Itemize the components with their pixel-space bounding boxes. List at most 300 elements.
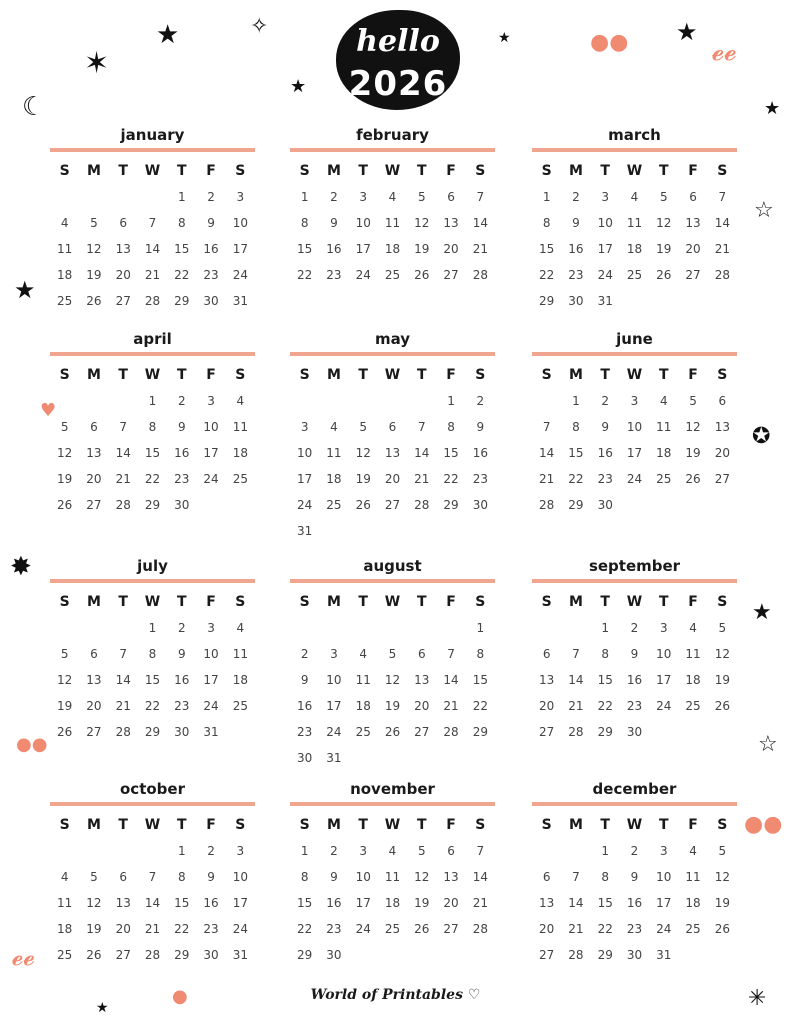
day-cell: 27	[414, 725, 430, 739]
day-cell: 14	[472, 870, 488, 884]
day-cell: 19	[414, 896, 430, 910]
weekday-label: S	[235, 594, 246, 610]
day-cell: 5	[417, 844, 426, 858]
weekday-label: S	[59, 163, 70, 179]
weekday-label: T	[177, 594, 187, 610]
day-cell: 16	[297, 699, 313, 713]
weekday-label: S	[541, 367, 552, 383]
day-cell: 29	[568, 498, 584, 512]
weekday-label: S	[475, 594, 486, 610]
day-cell: 1	[601, 621, 610, 635]
month-divider	[290, 352, 495, 356]
weekday-label: F	[688, 367, 698, 383]
day-cell: 25	[384, 922, 401, 936]
day-cell: 9	[630, 870, 639, 884]
day-cell: 29	[297, 948, 313, 962]
day-cell: 30	[626, 948, 643, 962]
day-cell: 25	[384, 268, 401, 282]
day-cell: 25	[57, 948, 73, 962]
day-cell: 1	[572, 394, 580, 408]
empty-cell	[109, 184, 138, 210]
month-june	[532, 328, 737, 518]
day-cell: 11	[384, 216, 401, 230]
day-cell: 1	[542, 190, 551, 204]
day-cell: 24	[656, 699, 672, 713]
day-cell: 11	[355, 673, 371, 687]
day-cell: 20	[115, 268, 131, 282]
day-cell: 27	[685, 268, 701, 282]
weekday-label: T	[358, 163, 368, 179]
day-cell: 16	[174, 673, 190, 687]
weekday-label: T	[600, 817, 610, 833]
day-cell: 25	[626, 268, 643, 282]
weekday-label: T	[417, 594, 427, 610]
day-cell: 13	[115, 896, 131, 910]
day-cell: 13	[384, 446, 401, 460]
day-cell: 1	[300, 190, 309, 204]
day-cell: 22	[568, 472, 584, 486]
day-cell: 18	[57, 922, 73, 936]
weekday-label: S	[717, 367, 728, 383]
month-divider	[290, 579, 495, 583]
sparkle-icon: ✧	[250, 14, 269, 39]
day-cell: 25	[656, 472, 672, 486]
weekday-label: T	[600, 367, 610, 383]
day-cell: 3	[207, 621, 215, 635]
day-cell: 24	[297, 498, 313, 512]
day-cell: 21	[144, 922, 161, 936]
day-cell: 22	[174, 268, 190, 282]
day-cell: 3	[236, 190, 245, 204]
day-cell: 11	[57, 896, 73, 910]
day-cell: 16	[326, 896, 342, 910]
weekday-label: S	[235, 367, 246, 383]
empty-cell	[378, 615, 407, 641]
day-cell: 10	[597, 216, 613, 230]
day-cell: 28	[472, 922, 488, 936]
day-cell: 11	[685, 647, 701, 661]
day-cell: 15	[568, 446, 584, 460]
day-cell: 2	[330, 844, 338, 858]
weekday-label: M	[326, 817, 341, 833]
day-cell: 5	[359, 420, 368, 434]
day-cell: 30	[174, 725, 190, 739]
day-cell: 24	[232, 268, 248, 282]
day-cell: 21	[443, 699, 459, 713]
day-cell: 2	[177, 621, 186, 635]
month-july	[50, 555, 255, 745]
day-cell: 23	[297, 725, 313, 739]
day-cell: 3	[359, 190, 368, 204]
day-cell: 23	[174, 699, 190, 713]
day-cell: 9	[300, 673, 309, 687]
empty-cell	[561, 838, 590, 864]
weekday-label: M	[326, 594, 341, 610]
day-cell: 14	[568, 673, 584, 687]
day-cell: 21	[414, 472, 430, 486]
day-cell: 26	[714, 699, 730, 713]
weekday-label: T	[177, 367, 187, 383]
day-cell: 22	[472, 699, 488, 713]
day-cell: 12	[57, 673, 73, 687]
empty-cell	[532, 388, 561, 414]
month-title: december	[592, 780, 677, 798]
weekday-label: S	[541, 163, 552, 179]
month-divider	[532, 148, 737, 152]
day-cell: 22	[144, 699, 161, 713]
day-cell: 26	[656, 268, 672, 282]
weekday-label: S	[59, 817, 70, 833]
day-cell: 27	[384, 498, 401, 512]
day-cell: 23	[626, 699, 643, 713]
empty-cell	[138, 184, 167, 210]
day-cell: 20	[443, 896, 459, 910]
day-cell: 31	[656, 948, 672, 962]
day-cell: 22	[597, 922, 613, 936]
day-cell: 7	[476, 190, 485, 204]
day-cell: 10	[355, 870, 371, 884]
day-cell: 17	[232, 242, 248, 256]
day-cell: 7	[119, 647, 128, 661]
day-cell: 13	[539, 673, 555, 687]
day-cell: 16	[203, 242, 219, 256]
day-cell: 8	[148, 420, 157, 434]
day-cell: 10	[203, 420, 219, 434]
day-cell: 1	[148, 621, 157, 635]
day-cell: 10	[203, 647, 219, 661]
day-cell: 18	[656, 446, 672, 460]
star-icon: ★	[676, 18, 698, 46]
day-cell: 16	[597, 446, 613, 460]
star-icon: ✶	[84, 46, 110, 81]
day-cell: 10	[626, 420, 643, 434]
day-cell: 1	[476, 621, 485, 635]
day-cell: 4	[689, 844, 697, 858]
day-cell: 20	[86, 699, 102, 713]
day-cell: 13	[414, 673, 430, 687]
month-divider	[532, 579, 737, 583]
weekday-label: S	[59, 594, 70, 610]
day-cell: 28	[144, 294, 161, 308]
day-cell: 20	[539, 699, 555, 713]
weekday-label: S	[299, 817, 310, 833]
day-cell: 9	[630, 647, 639, 661]
month-march	[532, 124, 737, 314]
day-cell: 26	[384, 725, 401, 739]
day-cell: 28	[414, 498, 430, 512]
day-cell: 31	[232, 294, 248, 308]
day-cell: 21	[144, 268, 161, 282]
day-cell: 25	[355, 725, 371, 739]
day-cell: 30	[297, 751, 313, 765]
weekday-label: T	[118, 367, 128, 383]
day-cell: 17	[656, 896, 672, 910]
empty-cell	[378, 388, 407, 414]
day-cell: 15	[597, 673, 613, 687]
day-cell: 18	[232, 446, 248, 460]
month-title: january	[120, 126, 185, 144]
day-cell: 19	[57, 472, 73, 486]
day-cell: 19	[86, 922, 102, 936]
day-cell: 4	[60, 216, 69, 230]
day-cell: 8	[177, 870, 186, 884]
month-may	[290, 328, 495, 544]
day-cell: 11	[326, 446, 342, 460]
day-cell: 23	[472, 472, 488, 486]
day-cell: 6	[542, 870, 551, 884]
day-cell: 8	[476, 647, 485, 661]
weekday-label: F	[206, 817, 216, 833]
day-cell: 12	[685, 420, 701, 434]
day-cell: 10	[355, 216, 371, 230]
day-cell: 13	[443, 216, 459, 230]
empty-cell	[436, 615, 465, 641]
day-cell: 31	[326, 751, 342, 765]
day-cell: 10	[232, 216, 248, 230]
day-cell: 5	[90, 216, 98, 230]
empty-cell	[79, 388, 108, 414]
day-cell: 2	[330, 190, 338, 204]
weekday-label: S	[299, 367, 310, 383]
day-cell: 7	[572, 647, 580, 661]
day-cell: 12	[714, 870, 730, 884]
day-cell: 2	[207, 844, 215, 858]
day-cell: 13	[714, 420, 730, 434]
month-divider	[50, 148, 255, 152]
day-cell: 27	[714, 472, 730, 486]
day-cell: 2	[177, 394, 186, 408]
day-cell: 16	[472, 446, 488, 460]
day-cell: 28	[115, 725, 131, 739]
month-title: may	[374, 330, 411, 348]
day-cell: 3	[659, 621, 668, 635]
day-cell: 29	[174, 294, 190, 308]
day-cell: 23	[597, 472, 613, 486]
star-icon: ★	[96, 1000, 109, 1016]
day-cell: 10	[297, 446, 313, 460]
day-cell: 24	[326, 725, 342, 739]
weekday-label: W	[144, 163, 161, 179]
day-cell: 26	[86, 294, 102, 308]
day-cell: 9	[330, 216, 338, 230]
day-cell: 6	[417, 647, 426, 661]
month-november	[290, 778, 495, 968]
day-cell: 14	[115, 446, 131, 460]
empty-cell	[109, 615, 138, 641]
day-cell: 15	[174, 242, 190, 256]
day-cell: 9	[207, 216, 215, 230]
weekday-label: S	[59, 367, 70, 383]
day-cell: 7	[119, 420, 128, 434]
day-cell: 5	[659, 190, 668, 204]
day-cell: 29	[472, 725, 488, 739]
empty-cell	[319, 388, 348, 414]
day-cell: 28	[472, 268, 488, 282]
day-cell: 14	[443, 673, 459, 687]
day-cell: 19	[57, 699, 73, 713]
day-cell: 27	[443, 922, 459, 936]
day-cell: 9	[207, 870, 215, 884]
day-cell: 25	[326, 498, 342, 512]
weekday-label: T	[659, 367, 669, 383]
day-cell: 9	[601, 420, 610, 434]
day-cell: 20	[86, 472, 102, 486]
dots-icon: ●	[172, 986, 188, 1007]
empty-cell	[138, 838, 167, 864]
day-cell: 30	[326, 948, 342, 962]
month-title: august	[363, 557, 422, 575]
day-cell: 8	[542, 216, 551, 230]
empty-cell	[50, 184, 79, 210]
day-cell: 19	[355, 472, 371, 486]
weekday-label: W	[626, 367, 643, 383]
day-cell: 11	[656, 420, 672, 434]
day-cell: 20	[414, 699, 430, 713]
weekday-label: F	[446, 367, 456, 383]
star-outline-icon: ☆	[758, 732, 778, 757]
year-text: 2026	[348, 64, 448, 104]
empty-cell	[50, 838, 79, 864]
day-cell: 27	[86, 725, 102, 739]
weekday-label: M	[86, 367, 101, 383]
day-cell: 6	[388, 420, 397, 434]
swirl-icon: 𝓮𝓮	[712, 34, 737, 67]
day-cell: 18	[685, 896, 701, 910]
weekday-label: S	[235, 817, 246, 833]
day-cell: 11	[685, 870, 701, 884]
weekday-label: S	[717, 594, 728, 610]
day-cell: 15	[539, 242, 555, 256]
empty-cell	[407, 615, 436, 641]
weekday-label: F	[206, 163, 216, 179]
day-cell: 24	[203, 699, 219, 713]
day-cell: 23	[326, 268, 342, 282]
day-cell: 3	[359, 844, 368, 858]
day-cell: 24	[656, 922, 672, 936]
day-cell: 2	[572, 190, 580, 204]
weekday-label: M	[326, 163, 341, 179]
weekday-label: S	[717, 817, 728, 833]
day-cell: 11	[232, 647, 248, 661]
day-cell: 29	[597, 725, 613, 739]
day-cell: 8	[572, 420, 580, 434]
day-cell: 25	[232, 472, 248, 486]
weekday-label: F	[446, 817, 456, 833]
day-cell: 7	[148, 870, 157, 884]
day-cell: 26	[57, 725, 73, 739]
day-cell: 12	[414, 216, 430, 230]
weekday-label: W	[144, 594, 161, 610]
day-cell: 26	[714, 922, 730, 936]
day-cell: 28	[568, 948, 584, 962]
weekday-label: M	[568, 163, 583, 179]
day-cell: 29	[597, 948, 613, 962]
brand-footer: World of Printables ♡	[310, 987, 481, 1003]
day-cell: 22	[539, 268, 555, 282]
day-cell: 4	[330, 420, 338, 434]
day-cell: 31	[297, 524, 313, 538]
day-cell: 11	[626, 216, 643, 230]
day-cell: 13	[86, 673, 102, 687]
day-cell: 19	[86, 268, 102, 282]
day-cell: 26	[685, 472, 701, 486]
day-cell: 5	[417, 190, 426, 204]
day-cell: 2	[630, 844, 639, 858]
weekday-label: W	[384, 817, 401, 833]
day-cell: 28	[714, 268, 730, 282]
day-cell: 21	[115, 699, 131, 713]
day-cell: 3	[330, 647, 338, 661]
month-title: september	[588, 557, 681, 575]
day-cell: 3	[236, 844, 245, 858]
day-cell: 2	[300, 647, 309, 661]
month-title: october	[120, 780, 185, 798]
star-icon: ★	[156, 20, 180, 50]
star-icon: ★	[290, 76, 307, 97]
day-cell: 18	[626, 242, 643, 256]
day-cell: 17	[355, 242, 371, 256]
weekday-label: T	[177, 817, 187, 833]
month-divider	[532, 802, 737, 806]
day-cell: 17	[626, 446, 643, 460]
day-cell: 4	[388, 844, 397, 858]
day-cell: 14	[115, 673, 131, 687]
star-icon: ✸	[10, 552, 32, 582]
month-divider	[290, 148, 495, 152]
month-divider	[50, 802, 255, 806]
weekday-label: T	[659, 594, 669, 610]
day-cell: 10	[656, 647, 672, 661]
day-cell: 14	[414, 446, 430, 460]
day-cell: 22	[174, 922, 190, 936]
day-cell: 24	[203, 472, 219, 486]
day-cell: 23	[174, 472, 190, 486]
day-cell: 25	[232, 699, 248, 713]
day-cell: 6	[119, 216, 128, 230]
day-cell: 23	[626, 922, 643, 936]
empty-cell	[349, 388, 378, 414]
day-cell: 19	[656, 242, 672, 256]
day-cell: 16	[203, 896, 219, 910]
day-cell: 11	[232, 420, 248, 434]
empty-cell	[532, 838, 561, 864]
day-cell: 27	[539, 948, 555, 962]
day-cell: 14	[472, 216, 488, 230]
day-cell: 30	[174, 498, 190, 512]
day-cell: 19	[714, 896, 730, 910]
empty-cell	[79, 838, 108, 864]
day-cell: 15	[472, 673, 488, 687]
day-cell: 30	[568, 294, 584, 308]
weekday-label: F	[446, 594, 456, 610]
day-cell: 28	[568, 725, 584, 739]
day-cell: 9	[572, 216, 580, 230]
weekday-label: S	[475, 163, 486, 179]
day-cell: 3	[601, 190, 610, 204]
day-cell: 15	[297, 896, 313, 910]
star-icon: ★	[498, 30, 511, 46]
empty-cell	[290, 615, 319, 641]
month-title: february	[356, 126, 429, 144]
day-cell: 25	[685, 699, 701, 713]
weekday-label: F	[688, 817, 698, 833]
weekday-label: S	[475, 367, 486, 383]
weekday-label: W	[144, 817, 161, 833]
day-cell: 15	[174, 896, 190, 910]
day-cell: 24	[355, 922, 371, 936]
day-cell: 9	[330, 870, 338, 884]
weekday-label: T	[417, 367, 427, 383]
